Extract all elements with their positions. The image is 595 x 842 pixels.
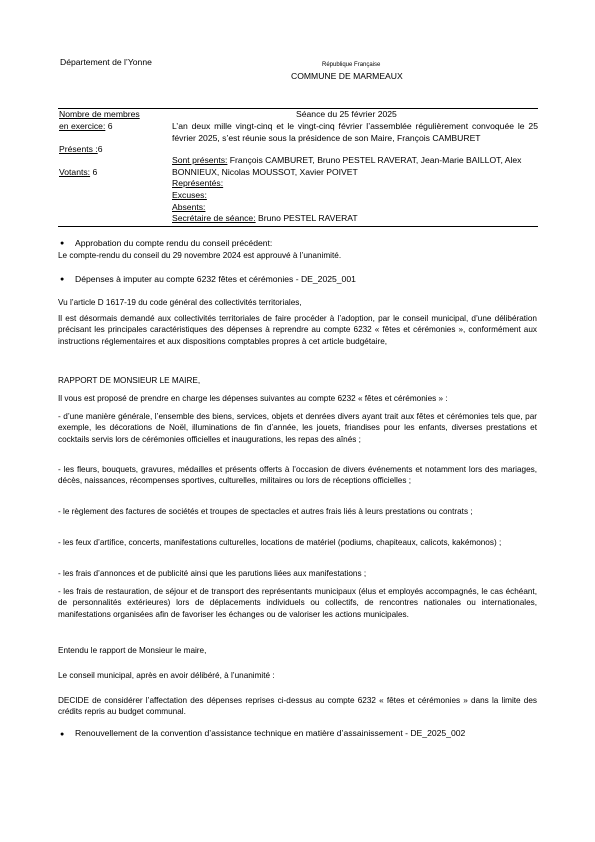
secretary-name: Bruno PESTEL RAVERAT bbox=[255, 213, 358, 223]
item2-title: Dépenses à imputer au compte 6232 fêtes et cérémonies - DE_2025_001 bbox=[75, 274, 356, 284]
voters-value: 6 bbox=[92, 167, 98, 177]
represented-label: Représentés: bbox=[172, 178, 224, 188]
bullet-icon: ● bbox=[60, 276, 65, 283]
secretary-row bbox=[172, 213, 358, 225]
voters-row bbox=[59, 167, 97, 179]
decide-paragraph: DECIDE de considérer l’affectation des dépenses reprises ci-dessus au compte 6232 « fêtes et cérémonies » dans la limite des crédits repris au budget communal. bbox=[58, 696, 537, 717]
expense-item-2: - les fleurs, bouquets, gravures, médailles et présents offerts à l’occasion de divers événements et notamment lors des mariages, décès, naissances, récompenses sportives, culturelles, militaires ou lors de réceptions officielles ; bbox=[58, 465, 537, 486]
heard-paragraph: Entendu le rapport de Monsieur le maire, bbox=[58, 646, 207, 655]
members-label: Nombre de membres bbox=[59, 109, 140, 119]
item3-title: Renouvellement de la convention d’assistance technique en matière d’assainissement - DE_2025_002 bbox=[75, 728, 466, 738]
demand-paragraph: Il est désormais demandé aux collectivités territoriales de faire procéder à l’adoption, par le conseil municipal, d’une délibération précisant les principales caractéristiques des dépenses à reprendre au compte 6232 « fêtes et cérémonies », conformément aux instructions réglementaires et aux dispositions comptables propres à cet article budgétaire, bbox=[58, 314, 537, 346]
council-paragraph: Le conseil municipal, après en avoir délibéré, à l’unanimité : bbox=[58, 671, 275, 680]
proposed-paragraph: Il vous est proposé de prendre en charge les dépenses suivantes au compte 6232 « fêtes et cérémonies » : bbox=[58, 394, 448, 403]
vu-paragraph: Vu l’article D 1617-19 du code général des collectivités territoriales, bbox=[58, 298, 302, 307]
in-office-label: en exercice: bbox=[59, 121, 106, 131]
expense-item-5: - les frais d’annonces et de publicité ainsi que les parutions liées aux manifestations ; bbox=[58, 569, 367, 578]
republic-label: République Française bbox=[322, 62, 381, 68]
present-names: François CAMBURET, Bruno PESTEL RAVERAT, Jean-Marie BAILLOT, Alex BONNIEUX, Nicolas MOUSSOT, Xavier POIVET bbox=[172, 155, 522, 177]
commune-title: COMMUNE DE MARMEAUX bbox=[291, 71, 403, 81]
table-bottom-rule bbox=[58, 226, 538, 227]
session-title: Séance du 25 février 2025 bbox=[296, 109, 397, 119]
expense-item-6: - les frais de restauration, de séjour et de transport des représentants municipaux (élus et employés accompagnés, le cas échéant, de personnalités extérieures) lors de déplacements individuels ou collectifs, de rencontres nationales ou internationales, manifestations organisées afin de favoriser les échanges ou de valoriser les actions municipales. bbox=[58, 587, 537, 619]
session-intro: L’an deux mille vingt-cinq et le vingt-cinq février l’assemblée régulièrement convoquée le 25 février 2025, s’est réunie sous la présidence de son Maire, François CAMBURET bbox=[172, 121, 538, 143]
expense-item-3: - le règlement des factures de sociétés et troupes de spectacles et autres frais liés à leurs prestations ou contrats ; bbox=[58, 507, 473, 516]
present-heading: Sont présents: bbox=[172, 155, 228, 165]
excused-label: Excuses: bbox=[172, 190, 207, 200]
bullet-icon: ● bbox=[60, 731, 65, 738]
voters-label: Votants: bbox=[59, 167, 91, 177]
absent-label: Absents: bbox=[172, 202, 206, 212]
present-members bbox=[172, 155, 538, 178]
present-label: Présents : bbox=[59, 144, 98, 154]
secretary-label: Secrétaire de séance: bbox=[172, 213, 256, 223]
in-office-value: 6 bbox=[107, 121, 113, 131]
bullet-icon: ● bbox=[60, 240, 65, 247]
in-office-row bbox=[59, 121, 113, 133]
expense-item-1: - d’une manière générale, l’ensemble des biens, services, objets et denrées divers ayant trait aux fêtes et cérémonies tels que, par exemple, les décorations de Noël, illuminations de fin d’année, les jouets, friandises pour les enfants, diverses prestations et cocktails servis lors de cérémonies officielles et inaugurations, les repas des aînés ; bbox=[58, 412, 537, 444]
present-row bbox=[59, 144, 102, 156]
item1-title: Approbation du compte rendu du conseil précédent: bbox=[75, 238, 273, 248]
department-label: Département de l’Yonne bbox=[60, 57, 152, 67]
expense-item-4: - les feux d’artifice, concerts, manifestations culturelles, locations de matériel (podiums, chapiteaux, calicots, kakémonos) ; bbox=[58, 538, 502, 547]
report-heading: RAPPORT DE MONSIEUR LE MAIRE, bbox=[58, 376, 201, 385]
item1-text: Le compte-rendu du conseil du 29 novembre 2024 est approuvé à l’unanimité. bbox=[58, 251, 342, 260]
present-value: 6 bbox=[97, 144, 103, 154]
